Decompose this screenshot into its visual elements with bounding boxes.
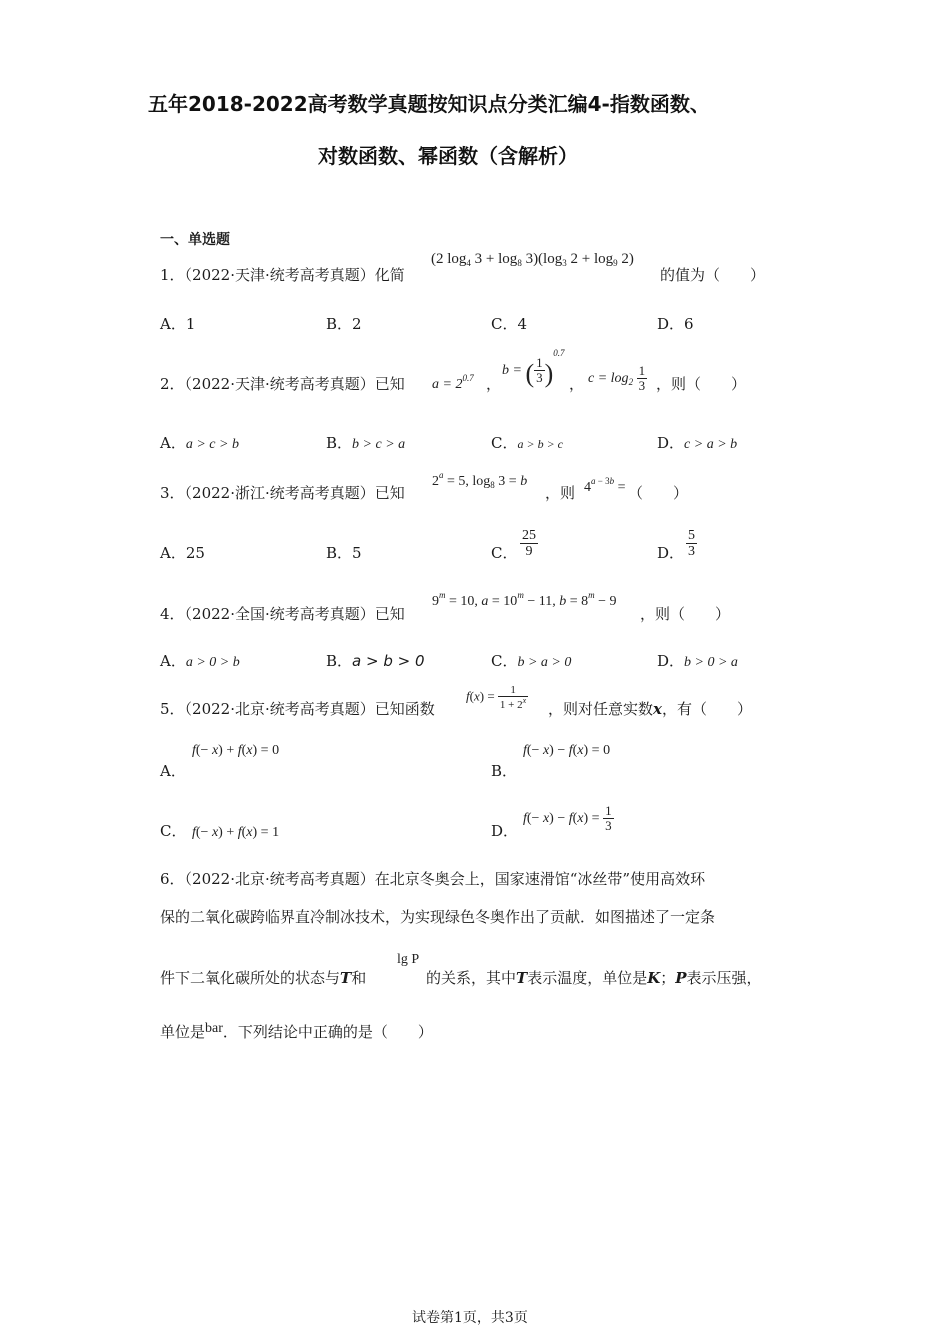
q5-option-a-expr: f(− x) + f(x) = 0 [192, 743, 280, 758]
q5-option-b-expr: f(− x) − f(x) = 0 [523, 743, 611, 758]
question-1: 1．（2022·天津·统考高考真题）化简 [160, 266, 405, 284]
q4-option-d[interactable]: D．b > 0 > a [657, 652, 738, 670]
question-source: （2022·北京·统考高考真题） [184, 870, 375, 888]
q2-expr-a: $a = 2^{0.7}$ [432, 373, 474, 392]
page-title-line2: 对数函数、幂函数（含解析） [318, 144, 578, 168]
q4-option-b[interactable]: B．a > b > 0 [326, 652, 425, 670]
q3-option-a[interactable]: A．25 [160, 544, 205, 562]
q3-expr-power: $4^{a - 3b}$ = [584, 476, 626, 495]
q4-option-a[interactable]: A．a > 0 > b [160, 652, 240, 670]
q3-option-d[interactable]: D． [657, 544, 685, 562]
q2-option-c[interactable]: C．a > b > c [491, 434, 564, 452]
q1-expression: (2 $\log_4 3 + \log_8 3)(\log_3$ $2 + \log_9 2$) [431, 251, 634, 268]
q3-option-c-fraction: $\frac{25}{9}$ [522, 528, 536, 560]
q3-expression: $2^a = 5$, $\log_8 3 = b$ [432, 470, 528, 490]
q3-option-d-fraction: $\frac{5}{3}$ [688, 528, 695, 560]
question-3: 3．（2022·浙江·统考高考真题）已知 [160, 484, 405, 502]
q6-line3: 件下二氧化碳所处的状态与T和 [160, 969, 367, 987]
question-source: （2022·北京·统考高考真题） [184, 700, 375, 718]
q2-expr-c: $c = \log_2$ $\frac{1}{3}$ [588, 363, 646, 394]
q3-option-c[interactable]: C． [491, 544, 518, 562]
question-5: 5．（2022·北京·统考高考真题）已知函数 [160, 700, 435, 718]
q5-option-c[interactable]: C． [160, 822, 187, 840]
question-4: 4．（2022·全国·统考高考真题）已知 [160, 605, 405, 623]
section-heading: 一、单选题 [160, 232, 230, 248]
q4-expression: $9^m = 10$, $a = 10^m - 11$, $b = 8^m - 9$ [432, 590, 617, 609]
q5-function: f(x) = $\frac{1}{1 + 2^x}$ [466, 684, 527, 712]
q1-option-c[interactable]: C．4 [491, 315, 528, 333]
q4-option-c[interactable]: C．b > a > 0 [491, 652, 572, 670]
q2-option-b[interactable]: B．b > c > a [326, 434, 406, 452]
q5-option-c-expr: f(− x) + f(x) = 1 [192, 825, 280, 840]
q5-option-a[interactable]: A． [160, 762, 186, 780]
page-footer: 试卷第1页，共3页 [412, 1310, 528, 1326]
q1-option-d[interactable]: D．6 [657, 315, 694, 333]
question-source: （2022·天津·统考高考真题） [184, 266, 375, 284]
q1-option-b[interactable]: B．2 [326, 315, 362, 333]
question-6: 6．（2022·北京·统考高考真题）在北京冬奥会上，国家速滑馆“冰丝带”使用高效环 [160, 870, 706, 888]
q5-option-d-expr: f(− x) − f(x) = $\frac{1}{3}$ [523, 803, 612, 834]
question-source: （2022·天津·统考高考真题） [184, 375, 375, 393]
q5-option-b[interactable]: B． [491, 762, 518, 780]
q2-option-d[interactable]: D．c > a > b [657, 434, 738, 452]
q6-lgP: lg P [397, 952, 420, 967]
question-source: （2022·全国·统考高考真题） [184, 605, 375, 623]
question-2: 2．（2022·天津·统考高考真题）已知 [160, 375, 405, 393]
q3-option-b[interactable]: B．5 [326, 544, 362, 562]
question-source: （2022·浙江·统考高考真题） [184, 484, 375, 502]
q6-line4: 单位是bar．下列结论中正确的是（ ） [160, 1021, 433, 1041]
q2-expr-b: b = ( $\frac{1}{3}$ )$^{0.7}$ [502, 348, 565, 388]
q2-option-a[interactable]: A．a > c > b [160, 434, 239, 452]
q1-option-a[interactable]: A．1 [160, 315, 196, 333]
q5-option-d[interactable]: D． [491, 822, 519, 840]
page-title-line1: 五年2018-2022高考数学真题按知识点分类汇编4-指数函数、 [148, 92, 710, 116]
